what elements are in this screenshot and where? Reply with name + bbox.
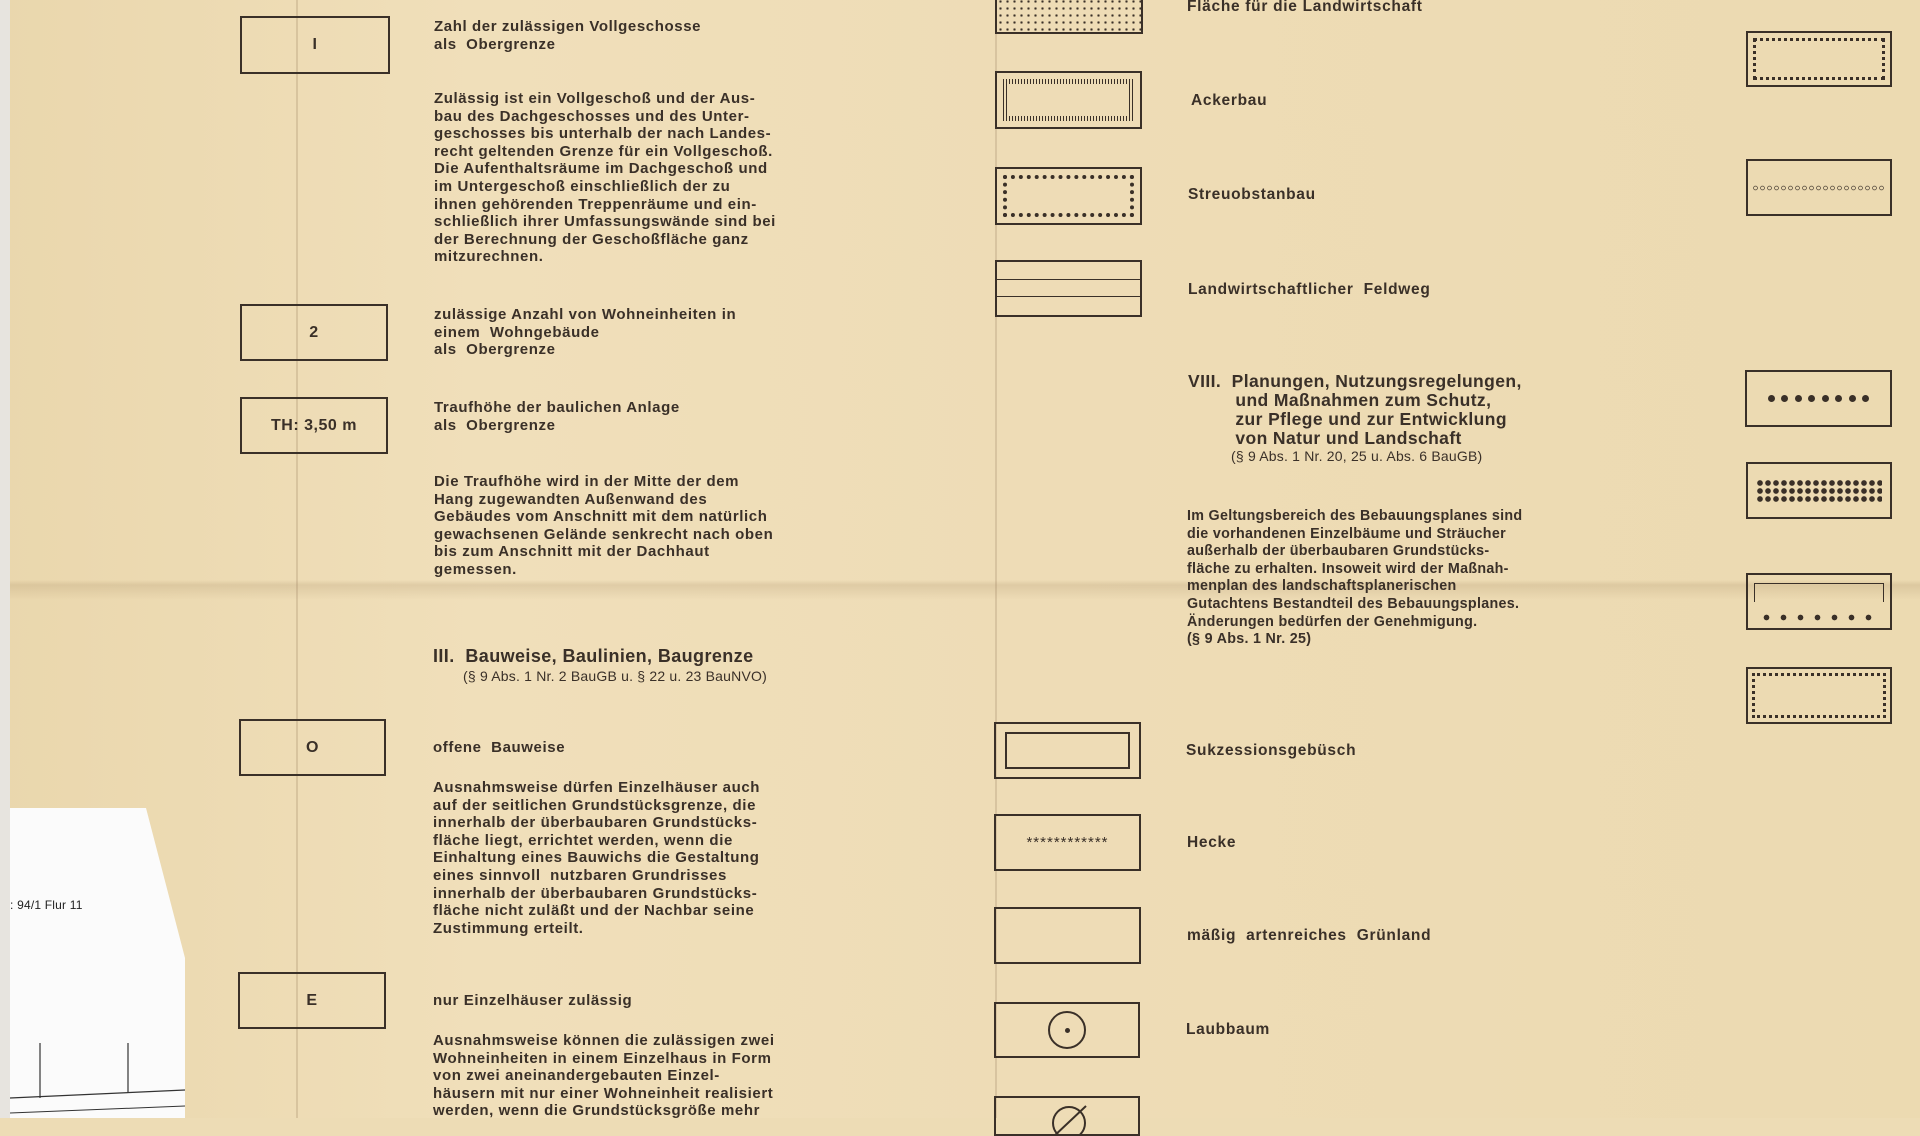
tree-circle-icon (1048, 1011, 1086, 1049)
feldweg-label: Landwirtschaftlicher Feldweg (1188, 281, 1431, 298)
dot (1768, 395, 1775, 402)
dot-row (1758, 614, 1880, 621)
symbol-right-6 (1746, 667, 1892, 724)
symbol-ackerbau (995, 71, 1142, 129)
hecke-stars: ************ (1026, 834, 1109, 851)
vollgeschosse-label: Zahl der zulässigen Vollgeschosse als Obergrenze (434, 18, 702, 53)
map-fragment (10, 808, 185, 1118)
traufhoehe-text: Die Traufhöhe wird in der Mitte der dem Hang zugewandten Außenwand des Gebäudes vom Anschnitt mit dem natürlich gewachsenen Gelände senkrecht nach oben bis zum Anschnitt mit der Dachhaut gemessen. (434, 473, 774, 578)
dot (1781, 395, 1788, 402)
symbol-laubbaum (994, 1002, 1140, 1058)
dot (1862, 395, 1869, 402)
symbol-baum-entfall (994, 1096, 1140, 1136)
dot (1835, 395, 1842, 402)
crossed-tree-icon (996, 1098, 1140, 1136)
offene-bauweise-text: Ausnahmsweise dürfen Einzelhäuser auch auf der seitlichen Grundstücksgrenze, die innerhalb der überbaubaren Grundstücks- fläche liegt, errichtet werden, wenn die Einhaltung eines Bauwichs die Gestaltung eines sinnvoll nutzbaren Grundrisses innerhalb der überbaubaren Grundstücks- fläche nicht zuläßt und der Nachbar seine Zustimmung erteilt. (433, 779, 761, 937)
symbol-landwirtschaft (995, 0, 1143, 34)
symbol-text: E (306, 991, 318, 1009)
symbol-right-3 (1745, 370, 1892, 427)
section-iii-title: III. Bauweise, Baulinien, Baugrenze (433, 646, 754, 666)
hecke-label: Hecke (1187, 834, 1237, 851)
dense-dots (1756, 479, 1882, 503)
sukzessionsgebuesch-label: Sukzessionsgebüsch (1186, 742, 1357, 759)
symbol-right-5 (1746, 573, 1892, 630)
gruenland-label: mäßig artenreiches Grünland (1187, 927, 1432, 944)
symbol-right-4 (1746, 462, 1892, 519)
map-lines (10, 808, 185, 1118)
dot (1849, 395, 1856, 402)
open-bracket (1754, 583, 1884, 602)
traufhoehe-label: Traufhöhe der baulichen Anlage als Obergrenze (434, 399, 680, 434)
laubbaum-label: Laubbaum (1186, 1021, 1270, 1038)
dot (1822, 395, 1829, 402)
feldweg-line (997, 296, 1140, 297)
ackerbau-label: Ackerbau (1191, 92, 1268, 109)
symbol-box-offene-bauweise (239, 719, 386, 776)
streuobst-dots (1003, 175, 1134, 217)
sukzession-inner (1005, 732, 1130, 769)
landwirtschaft-label: Fläche für die Landwirtschaft (1187, 0, 1423, 15)
dot (1808, 395, 1815, 402)
section-viii-title: VIII. Planungen, Nutzungsregelungen, und Maßnahmen zum Schutz, zur Pflege und zur Entwicklung von Natur und Landschaft (1188, 371, 1522, 448)
fold-crease (296, 0, 298, 1118)
symbol-text: I (312, 36, 318, 53)
symbol-right-2 (1746, 159, 1892, 216)
wohneinheiten-label: zulässige Anzahl von Wohneinheiten in einem Wohngebäude als Obergrenze (434, 306, 737, 359)
sheet-edge (0, 0, 10, 1118)
symbol-right-1 (1746, 31, 1892, 87)
section-viii-text: Im Geltungsbereich des Bebauungsplanes sind die vorhandenen Einzelbäume und Sträucher außerhalb der überbaubaren Grundstücks- fläche zu erhalten. Insoweit wird der Maßnah- menplan des landschaftsplanerischen Gutachtens Bestandteil des Bebauungsplanes. Änderungen bedürfen der Genehmigung. (§ 9 Abs. 1 Nr. 25) (1187, 508, 1523, 648)
ackerbau-hatch (1003, 79, 1134, 121)
offene-bauweise-label: offene Bauweise (433, 739, 566, 756)
streuobstanbau-label: Streuobstanbau (1188, 186, 1316, 203)
symbol-text: 2 (309, 323, 319, 341)
einzelhaeuser-label: nur Einzelhäuser zulässig (433, 992, 633, 1009)
section-iii-reference: (§ 9 Abs. 1 Nr. 2 BauGB u. § 22 u. 23 BauNVO) (463, 668, 767, 684)
gruenland-circles (1002, 914, 1133, 957)
vollgeschosse-text: Zulässig ist ein Vollgeschoß und der Aus- bau des Dachgeschosses und des Unter- geschosses bis unterhalb der nach Landes- recht geltenden Grenze für ein Vollgeschoß. Die Aufenthaltsräume im Dachgeschoß und im Untergeschoß einschließlich der zu ihnen gehörenden Treppenräume und ein- schließlich ihrer Umfassungswände sind bei der Berechnung der Geschoßfläche ganz mitzurechnen. (434, 90, 776, 266)
symbol-hecke (994, 814, 1141, 871)
feldweg-line (997, 279, 1140, 280)
symbol-box-einzelhaeuser (238, 972, 386, 1029)
chain-line (1752, 185, 1886, 191)
symbol-text: O (306, 738, 319, 756)
symbol-box-vollgeschosse (240, 16, 390, 74)
symbol-box-traufhoehe (240, 397, 388, 454)
symbol-gruenland (994, 907, 1141, 964)
dotted-border (1753, 38, 1885, 80)
symbol-text: TH: 3,50 m (271, 416, 357, 434)
dotted-border (1752, 673, 1886, 718)
einzelhaeuser-text: Ausnahmsweise können die zulässigen zwei Wohneinheiten in einem Einzelhaus in Form von zwei aneinandergebauten Einzel- häusern mit nur einer Wohneinheit realisiert werden, wenn die Grundstücksgröße mehr (433, 1032, 775, 1120)
parcel-label: : 94/1 Flur 11 (10, 898, 83, 912)
symbol-box-wohneinheiten (240, 304, 388, 361)
section-viii-reference: (§ 9 Abs. 1 Nr. 20, 25 u. Abs. 6 BauGB) (1231, 448, 1483, 464)
symbol-streuobstanbau (995, 167, 1142, 225)
tree-dot (1065, 1028, 1070, 1033)
dot (1795, 395, 1802, 402)
symbol-feldweg (995, 260, 1142, 317)
symbol-sukzessionsgebuesch (994, 722, 1141, 779)
